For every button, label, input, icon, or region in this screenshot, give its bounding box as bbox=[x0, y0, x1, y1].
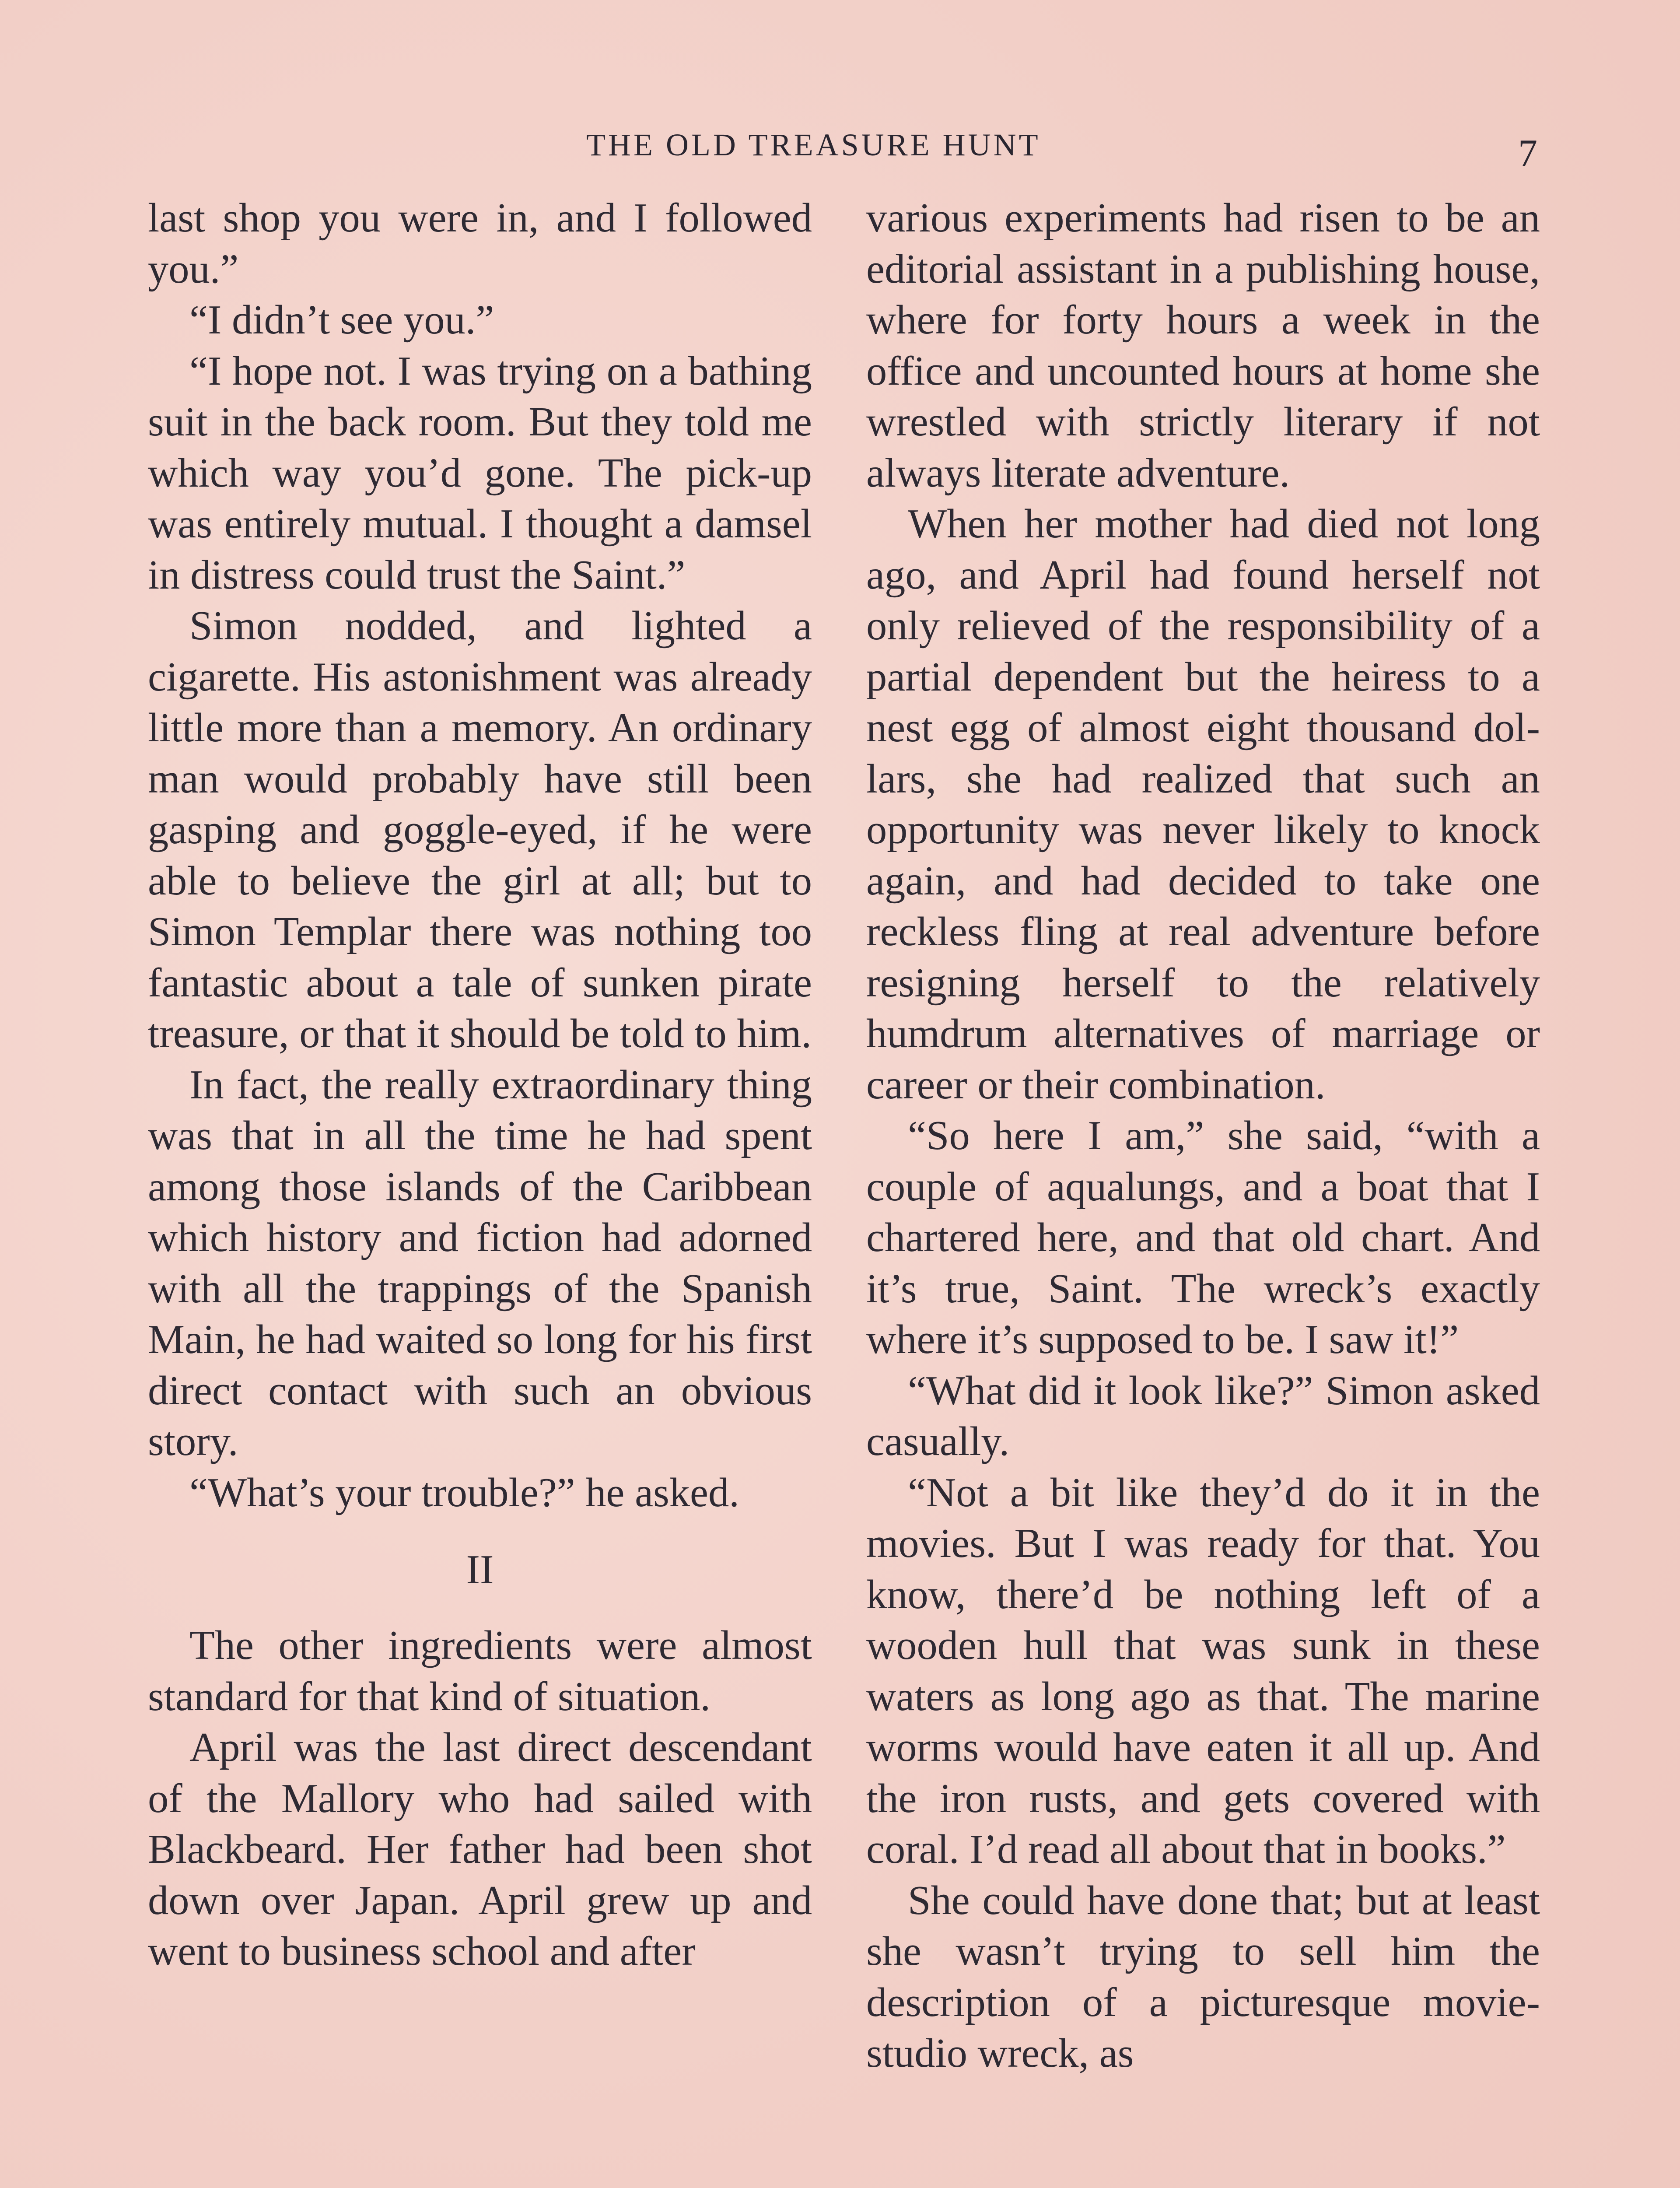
section-heading: II bbox=[466, 1547, 494, 1592]
paragraph: “Not a bit like they’d do it in the movies. But I was ready for that. You know, there’d be nothing left of a wooden hull that was sunk in these waters as long ago as that. The marine worms would have eaten it all up. And the iron rusts, and gets covered with coral. I’d read all about that in books.” bbox=[866, 1469, 1540, 1872]
running-head: THE OLD TREASURE HUNT bbox=[586, 127, 1041, 162]
paragraph: “What did it look like?” Simon asked casually. bbox=[866, 1368, 1540, 1464]
paragraph: last shop you were in, and I followed you.” bbox=[148, 195, 812, 292]
paragraph: The other ingredients were almost standard for that kind of situation. bbox=[148, 1623, 812, 1719]
paragraph: In fact, the really extraordinary thing was that in all the time he had spent among those islands of the Caribbean which history and fiction had adorned with all the trappings of the Spanish Main, he had waited so long for his first direct contact with such an obvious story. bbox=[148, 1062, 812, 1464]
right-column bbox=[866, 193, 1540, 2188]
paragraph: “I didn’t see you.” bbox=[189, 297, 494, 343]
left-column bbox=[148, 193, 812, 2188]
paragraph: She could have done that; but at least she wasn’t trying to sell him the description of a picturesque movie-studio wreck, as bbox=[866, 1877, 1540, 2076]
paragraph: “I hope not. I was trying on a bathing suit in the back room. But they told me which way you’d gone. The pick-up was entirely mutual. I thought a damsel in distress could trust the Saint.” bbox=[148, 348, 812, 598]
paragraph: When her mother had died not long ago, and April had found herself not only relieved of the responsibility of a partial dependent but the heiress to a nest egg of almost eight thousand dollars, she had realized that such an opportunity was never likely to knock again, and had decided to take one reckless fling at real adventure before resigning herself to the relatively humdrum alternatives of marriage or career or their combination. bbox=[866, 501, 1540, 1108]
paragraph: Simon nodded, and lighted a cigarette. His astonishment was already little more than a memory. An ordinary man would probably have still been gasping and goggle-eyed, if he were able to believe the girl at all; but to Simon Templar there was nothing too fantastic about a tale of sunken pirate treasure, or that it should be told to him. bbox=[148, 603, 812, 1056]
paragraph: various experiments had risen to be an editorial assistant in a publishing house, where for forty hours a week in the office and uncounted hours at home she wrestled with strictly literary if not always literate adventure. bbox=[866, 195, 1540, 496]
paragraph: “So here I am,” she said, “with a couple of aqualungs, and a boat that I chartered here, and that old chart. And it’s true, Saint. The wreck’s exactly where it’s supposed to be. I saw it!” bbox=[866, 1113, 1540, 1362]
paragraph: “What’s your trouble?” he asked. bbox=[189, 1469, 739, 1515]
page-number: 7 bbox=[1518, 132, 1537, 175]
paragraph: April was the last direct descendant of the Mallory who had sailed with Blackbeard. Her father had been shot down over Japan. April grew up and went to business school and after bbox=[148, 1725, 812, 1974]
